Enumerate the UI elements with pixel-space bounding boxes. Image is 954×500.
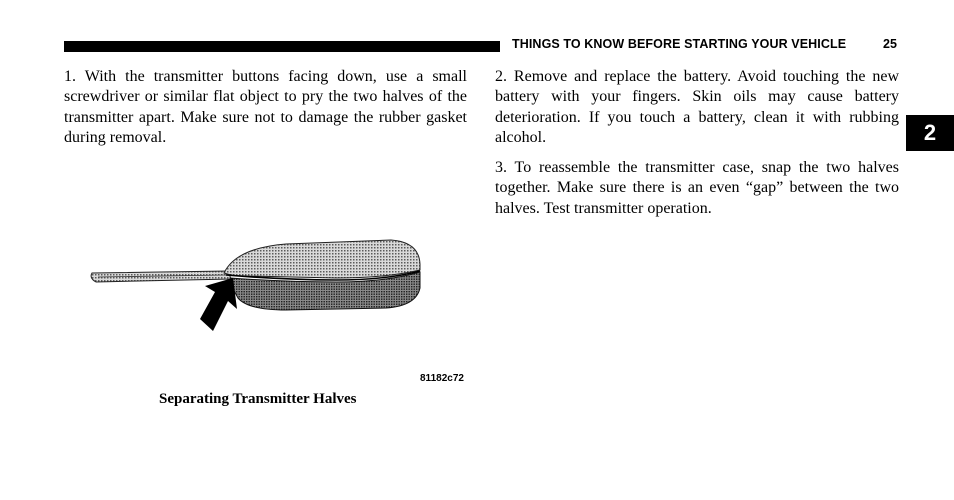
step-3-text: 3. To reassemble the transmitter case, snap the two halves together. Make sure there is an even “gap” between the two halves. Test transmitter operation. [495,159,899,217]
section-title: THINGS TO KNOW BEFORE STARTING YOUR VEHICLE [512,37,847,51]
page-number: 25 [883,37,897,51]
transmitter-illustration [86,226,426,336]
figure-caption: Separating Transmitter Halves [159,391,357,407]
fob-upper-half [224,240,420,278]
step-1-text: 1. With the transmitter buttons facing down, use a small screwdriver or similar flat object to pry the two halves of the transmitter apart. Make sure not to damage the rubber gasket during removal. [64,68,467,146]
step-2-text: 2. Remove and replace the battery. Avoid touching the new battery with your fingers. Skin oils may cause battery deterioration. If you touch a battery, clean it with rubbing alcohol. [495,68,899,146]
header-rule [64,41,500,52]
chapter-tab: 2 [906,115,954,151]
figure-code: 81182c72 [420,373,464,384]
arrow-icon [200,278,237,331]
